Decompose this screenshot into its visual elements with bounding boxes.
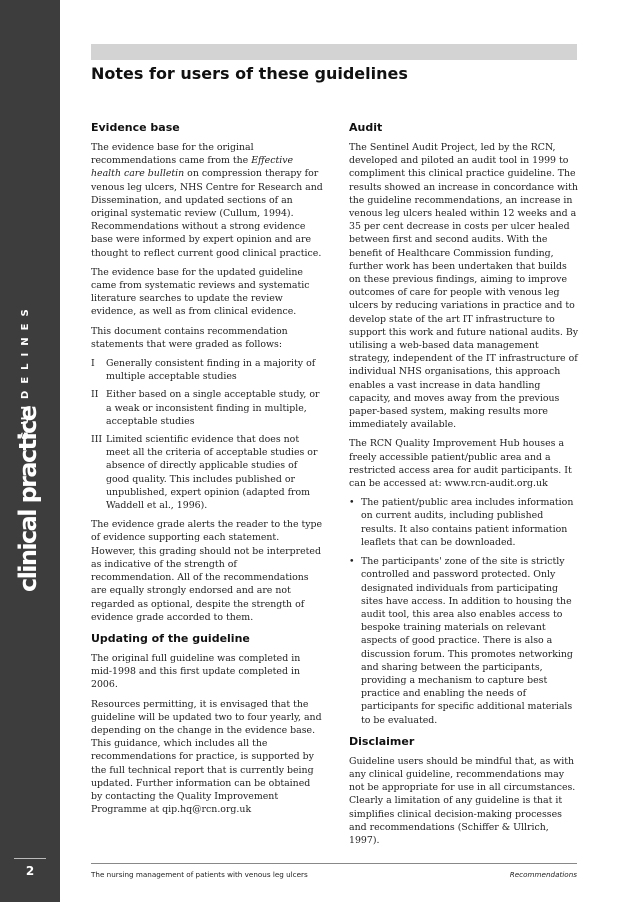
bullet-icon: •: [349, 497, 355, 509]
audit-paragraph-1: The Sentinel Audit Project, led by the RCN, developed and piloted an audit tool in 1999 to compliment this clinical practice guideline. The results showed an increase in concordance with the guideline recommendations, an increase in venous leg ulcers healed within 12 weeks and a 35 per cent decrease in costs per ulcer healed between first and second audits. With the benefit of Healthcare Commission funding, further work has been undertaken that builds on these previous findings, aiming to improve outcomes of care for people with venous leg ulcers by reducing variations in practice and to develop state of the art IT infrastructure to support this work and future national audits. By utilising a web-based data management strategy, independent of the IT infrastructure of individual NHS organisations, this approach enables a vast increase in data handling capacity, and moves away from the previous paper-based system, making results more immediately available.: [349, 142, 579, 431]
sidebar-subtitle: GUIDELINES: [20, 302, 31, 440]
updating-paragraph-2: Resources permitting, it is envisaged that the guideline will be updated two to four yearly, and depending on the change in the evidence base. This guidance, which includes all the recommendations for practice, is supported by the full technical report that is currently being updated. Further information can be obtained by contacting the Quality Improvement Programme at qip.hq@rcn.org.uk: [91, 698, 322, 816]
page-number-rule: [14, 858, 46, 859]
sidebar-brand: clinical practice: [14, 406, 42, 592]
sidebar: [0, 0, 60, 902]
grade-item: [91, 357, 323, 383]
audit-bullet-list: [349, 496, 579, 726]
evidence-paragraph-3: This document contains recommendation statements that were graded as follows:: [91, 325, 288, 350]
grade-mark: II: [91, 389, 99, 401]
footer-document-title: The nursing management of patients with venous leg ulcers: [91, 870, 308, 879]
bullet-item: [349, 496, 579, 549]
updating-heading: Updating of the guideline: [91, 631, 250, 645]
grade-mark: III: [91, 434, 103, 446]
grade-text: Generally consistent finding in a majority of multiple acceptable studies: [106, 358, 316, 383]
bullet-icon: •: [349, 556, 355, 568]
evidence-paragraph-1: The evidence base for the original recommendations came from the Effective health care bulletin on compression therapy for venous leg ulcers, NHS Centre for Research and Dissemination, and updated sections of an original systematic review (Cullum, 1994). Recommendations without a strong evidence base were informed by expert opinion and are thought to reflect current good clinical practice.: [91, 142, 323, 259]
grade-text: Limited scientific evidence that does not meet all the criteria of acceptable studies or absence of directly applicable studies of good quality. This includes published or unpublished, expert opinion (adapted from Waddell et al., 1996).: [106, 434, 318, 512]
page-number: 2: [25, 864, 35, 878]
evidence-paragraph-4: The evidence grade alerts the reader to the type of evidence supporting each statement. However, this grading should not be interpreted as indicative of the strength of recommendation. All of the recommendations are equally strongly endorsed and are not regarded as optional, despite the strength of evidence grade accorded to them.: [91, 519, 323, 623]
audit-heading: Audit: [349, 121, 383, 134]
footer-section-name: Recommendations: [509, 870, 577, 879]
grade-mark: I: [91, 358, 95, 370]
bullet-item: [349, 555, 579, 727]
updating-paragraph-1: The original full guideline was completed in mid-1998 and this first update completed in 2006.: [91, 652, 301, 691]
grade-item: [91, 433, 323, 512]
grade-item: [91, 388, 323, 428]
right-column: [349, 121, 579, 853]
grade-list: [91, 357, 323, 512]
evidence-paragraph-2: The evidence base for the updated guideline came from systematic reviews and systematic literature searches to update the review evidence, as well as from clinical evidence.: [91, 266, 310, 318]
footer-rule: [91, 863, 577, 864]
page-title: Notes for users of these guidelines: [91, 64, 408, 83]
left-column: [91, 121, 323, 822]
grade-text: Either based on a single acceptable study, or a weak or inconsistent finding in multiple, acceptable studies: [106, 389, 320, 427]
sidebar-title: [0, 0, 60, 902]
disclaimer-paragraph: Guideline users should be mindful that, as with any clinical guideline, recommendations may not be appropriate for use in all circumstances. Clearly a limitation of any guideline is that it simplifies clinical decision-making processes and recommendations (Schiffer & Ullrich, 1997).: [349, 755, 576, 846]
bullet-text: The participants' zone of the site is strictly controlled and password protected. Only designated individuals from participating sites have access. In addition to housing the audit tool, this area also enables access to bespoke training materials on relevant aspects of good practice. There is also a discussion forum. This promotes networking and sharing between the participants, providing a mechanism to capture best practice and enabling the needs of participants for specific additional materials to be evaluated.: [361, 556, 573, 726]
evidence-base-heading: Evidence base: [91, 121, 180, 134]
disclaimer-heading: Disclaimer: [349, 734, 415, 748]
bulletin-title: Effective health care bulletin: [91, 155, 294, 180]
header-bar: [91, 44, 577, 60]
bullet-text: The patient/public area includes information on current audits, including published results. It also contains patient information leaflets that can be downloaded.: [361, 497, 574, 548]
audit-paragraph-2: The RCN Quality Improvement Hub houses a freely accessible patient/public area and a restricted access area for audit participants. It can be accessed at: www.rcn-audit.org.uk: [349, 438, 572, 490]
